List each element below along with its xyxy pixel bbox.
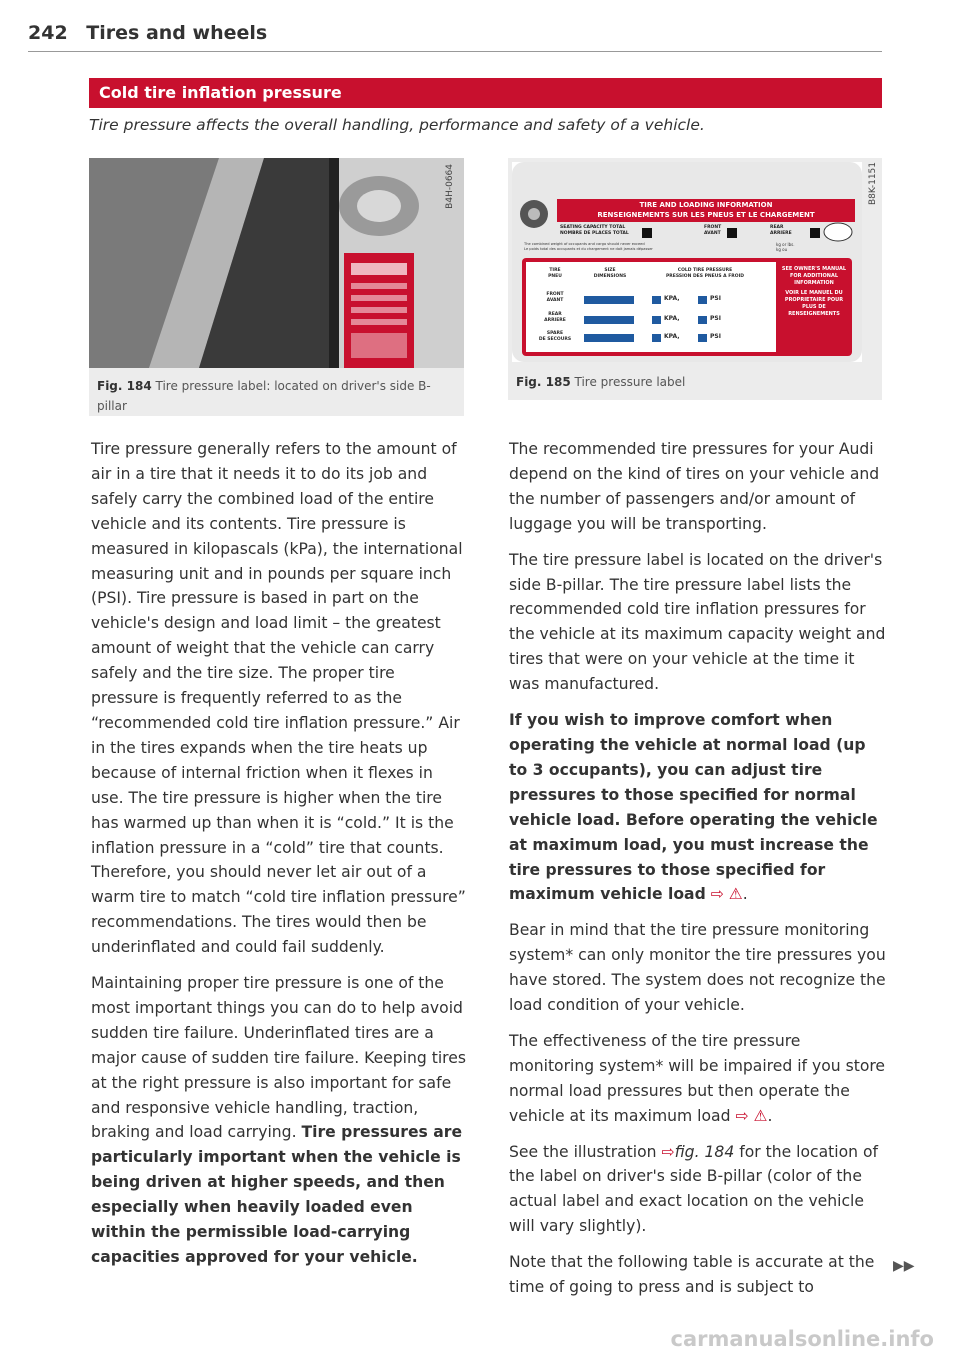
emphasis-text: Tire pressures are particularly important when the vehicle is being driven at higher speeds, and then especially when heavily loaded even within the permissible load-carrying capacities approved for your vehicle. <box>91 1123 463 1266</box>
unit-kpa-rear: KPA, <box>664 315 680 322</box>
seating-capacity-fr: NOMBRE DE PLACES TOTAL <box>560 231 629 236</box>
figure-caption-text: Tire pressure label <box>574 375 686 389</box>
seating-capacity: SEATING CAPACITY TOTAL <box>560 225 626 230</box>
unit-kpa-front: KPA, <box>664 295 680 302</box>
paragraph: The recommended tire pressures for your Audi depend on the kind of tires on your vehicle and the number of passengers and/or amount of luggage you will be transporting. <box>509 440 880 533</box>
section-subtitle: Tire pressure affects the overall handling, performance and safety of a vehicle. <box>89 116 705 134</box>
figure-caption-text: Tire pressure label: located on driver's side B-pillar <box>97 379 431 413</box>
label-title-fr: RENSEIGNEMENTS SUR LES PNEUS ET LE CHARGEMENT <box>597 211 815 219</box>
page-number: 242 <box>28 22 68 44</box>
figure-number: Fig. 185 <box>516 375 571 389</box>
combined-weight-text: The combined weight of occupants and cargo should never exceed <box>524 242 645 246</box>
figure-caption <box>97 376 452 416</box>
col-tire-fr: PNEU <box>548 274 562 279</box>
tire-label-illustration <box>512 162 862 362</box>
label-title-en: TIRE AND LOADING INFORMATION <box>639 201 773 209</box>
watermark: carmanualsonline.info <box>670 1327 934 1351</box>
row-front: FRONT <box>546 292 564 297</box>
col-size-fr: DIMENSIONS <box>593 274 627 279</box>
col-pressure: COLD TIRE PRESSURE <box>677 268 733 273</box>
col-tire: TIRE <box>549 268 561 273</box>
paragraph: Maintaining proper tire pressure is one of the most important things you can do to help avoid sudden tire failure. Underinflated tires are a major cause of sudden tire failure. Keeping tires at the right pressure is also important for safe and responsive vehicle handling, traction, braking and load carrying. Tire pressures are particularly important when the vehicle is being driven at higher speeds, and then especially when heavily loaded even within the permissible load-carrying capacities approved for your vehicle. <box>91 974 466 1266</box>
figure-184 <box>89 158 464 416</box>
front-label-fr: AVANT <box>704 231 721 236</box>
continue-arrow-icon: ▶▶ <box>893 1258 915 1274</box>
unit-psi-spare: PSI <box>710 333 721 340</box>
reference-arrow-icon[interactable]: ⇨ <box>661 1142 675 1161</box>
figure-caption <box>516 372 871 392</box>
header-rule <box>28 51 882 52</box>
reference-arrow-icon[interactable]: ⇨ <box>735 1106 749 1125</box>
rear-label: REAR <box>770 225 784 230</box>
see-owner-manual: SEE OWNER'S MANUAL FOR ADDITIONAL INFORMATION <box>781 266 847 286</box>
unit-kpa-spare: KPA, <box>664 333 680 340</box>
paragraph: Tire pressure generally refers to the amount of air in a tire that it needs it to do its job and safely carry the combined load of the entire vehicle and its contents. Tire pressure is measured in kilopascals (kPa), the international measuring unit and in pounds per square inch (PSI). Tire pressure is based in part on the vehicle's design and load limit – the greatest amount of weight that the vehicle can carry safely and the tire size. The proper tire pressure is frequently referred to as the “recommended cold tire inflation pressure.” Air in the tires expands when the tire heats up because of internal friction when it flexes in use. The tire pressure is higher when the tire has warmed up than when it is “cold.” It is the inflation pressure in a “cold” tire that counts. Therefore, you should never let air out of a warm tire to match “cold tire inflation pressure” recommendations. The tires would then be underinflated and could fail suddenly. <box>91 440 466 957</box>
row-spare-fr: DE SECOURS <box>538 337 572 342</box>
row-spare: SPARE <box>546 331 564 336</box>
warning-icon[interactable]: ⚠ <box>753 1106 768 1125</box>
page-header <box>28 22 267 44</box>
paragraph: Note that the following table is accurate at the time of going to press and is subject to <box>509 1253 875 1297</box>
rear-label-fr: ARRIERE <box>770 231 792 236</box>
right-column <box>509 437 887 1311</box>
unit-psi-rear: PSI <box>710 315 721 322</box>
unit-psi-front: PSI <box>710 295 721 302</box>
see-owner-manual-fr: VOIR LE MANUEL DU PROPRIETAIRE POUR PLUS DE RENSEIGNEMENTS <box>784 290 844 317</box>
figure-code: B4H-0664 <box>445 164 455 209</box>
row-front-fr: AVANT <box>546 298 564 303</box>
figure-code: B8K-1151 <box>868 162 878 206</box>
paragraph: The tire pressure label is located on the driver's side B-pillar. The tire pressure label lists the recommended cold tire inflation pressures for the vehicle at its maximum capacity weight and tires that were on your vehicle at the time it was manufactured. <box>509 550 886 694</box>
paragraph: See the illustration ⇨fig. 184 for the location of the label on driver's side B-pillar (color of the actual label and exact location on the vehicle will vary slightly). <box>509 1142 879 1236</box>
col-size: SIZE <box>604 268 616 273</box>
paragraph: Bear in mind that the tire pressure monitoring system* can only monitor the tire pressures you have stored. The system does not recognize the load condition of your vehicle. <box>509 921 886 1015</box>
row-rear-fr: ARRIERE <box>544 318 566 323</box>
row-rear: REAR <box>548 312 562 317</box>
combined-weight-text-fr: Le poids total des occupants et du chargement ne doit jamais dépasser <box>524 247 653 251</box>
figure-number: Fig. 184 <box>97 379 152 393</box>
figure-185 <box>508 158 882 400</box>
left-column <box>91 437 466 1281</box>
b-pillar-photo <box>89 158 464 368</box>
section-title: Tires and wheels <box>86 22 268 44</box>
kg-label-fr: kg ou <box>776 247 788 252</box>
col-pressure-fr: PRESSION DES PNEUS A FROID <box>666 274 744 279</box>
reference-arrow-icon[interactable]: ⇨ <box>710 885 724 904</box>
section-heading: Cold tire inflation pressure <box>89 78 882 108</box>
front-label: FRONT <box>704 225 722 230</box>
emphasis-text: If you wish to improve comfort when operating the vehicle at normal load (up to 3 occupants), you can adjust tire pressures to those specified for normal vehicle load. Before operating the vehicle at maximum load, you must increase the tire pressures to those specified for maximum vehicle load <box>509 711 878 904</box>
paragraph: If you wish to improve comfort when operating the vehicle at normal load (up to 3 occupants), you can adjust tire pressures to those specified for normal vehicle load. Before operating the vehicle at maximum load, you must increase the tire pressures to those specified for maximum vehicle load ⇨ ⚠. <box>509 711 878 904</box>
figure-reference-link[interactable]: fig. 184 <box>674 1142 735 1161</box>
paragraph: The effectiveness of the tire pressure monitoring system* will be impaired if you store normal load pressures but then operate the vehicle at its maximum load ⇨ ⚠. <box>509 1031 886 1125</box>
kg-label: kg or <box>776 242 787 247</box>
warning-icon[interactable]: ⚠ <box>728 885 743 904</box>
lbs-label: lbs. <box>787 242 795 247</box>
